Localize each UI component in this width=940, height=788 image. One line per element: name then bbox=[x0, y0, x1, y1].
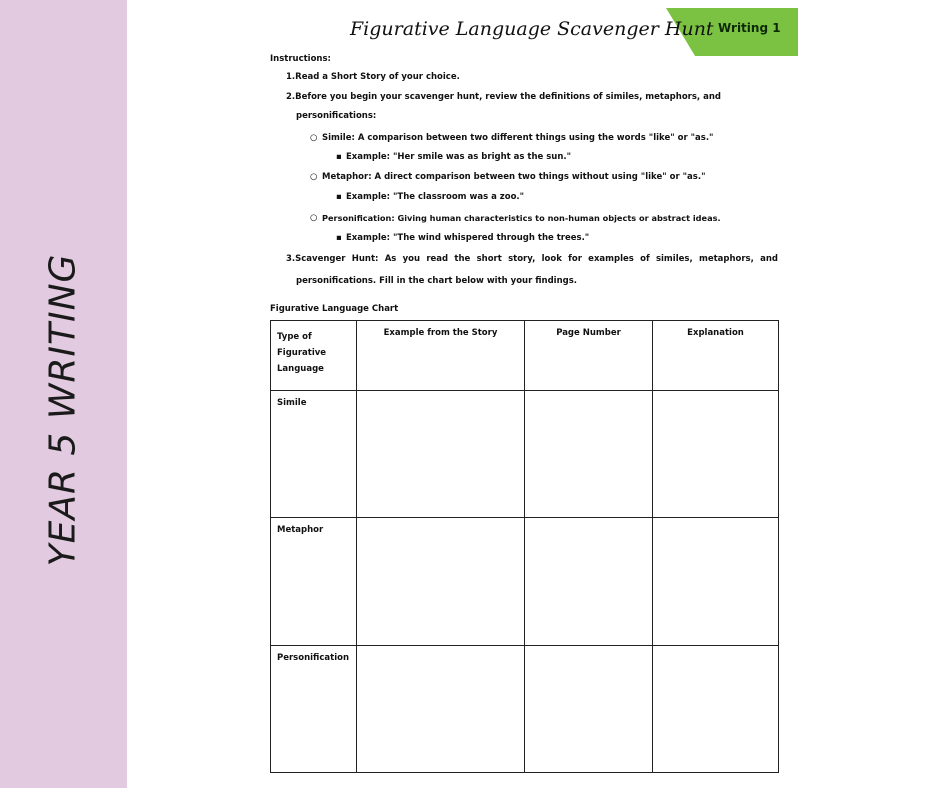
instruction-step-3-line-2: personifications. Fill in the chart below with your findings. bbox=[296, 276, 578, 286]
table-row-metaphor bbox=[271, 518, 779, 646]
metaphor-definition: Metaphor: A direct comparison between two things without using "like" or "as." bbox=[322, 172, 706, 182]
sidebar-panel bbox=[0, 0, 127, 788]
instructions-heading: Instructions: bbox=[270, 54, 331, 64]
table-row-personification bbox=[271, 646, 779, 773]
sidebar-label: YEAR 5 WRITING bbox=[42, 253, 84, 567]
simile-example-cell[interactable] bbox=[357, 391, 525, 518]
personification-bullet-icon: ○ bbox=[310, 213, 318, 223]
header-explanation: Explanation bbox=[653, 321, 779, 391]
instruction-step-1: 1.Read a Short Story of your choice. bbox=[286, 72, 460, 82]
worksheet-title: Figurative Language Scavenger Hunt bbox=[350, 18, 714, 40]
instruction-step-3-line-1: 3.Scavenger Hunt: As you read the short story, look for examples of similes, metaphors, and bbox=[286, 254, 778, 264]
row-label-simile: Simile bbox=[271, 391, 357, 518]
simile-explanation-cell[interactable] bbox=[653, 391, 779, 518]
simile-page-cell[interactable] bbox=[525, 391, 653, 518]
metaphor-example-bullet-icon: ▪ bbox=[336, 192, 342, 202]
figurative-language-chart bbox=[270, 320, 779, 773]
header-page-number: Page Number bbox=[525, 321, 653, 391]
row-label-personification: Personification bbox=[271, 646, 357, 773]
metaphor-bullet-icon: ○ bbox=[310, 172, 318, 182]
personification-example: Example: "The wind whispered through the trees." bbox=[346, 233, 590, 243]
simile-example-bullet-icon: ▪ bbox=[336, 152, 342, 162]
simile-example: Example: "Her smile was as bright as the sun." bbox=[346, 152, 572, 162]
writing-badge-label: Writing 1 bbox=[718, 21, 781, 35]
row-label-metaphor: Metaphor bbox=[271, 518, 357, 646]
header-type-line-2: Figurative bbox=[277, 348, 327, 358]
personification-example-bullet-icon: ▪ bbox=[336, 233, 342, 243]
metaphor-page-cell[interactable] bbox=[525, 518, 653, 646]
personification-page-cell[interactable] bbox=[525, 646, 653, 773]
metaphor-example-cell[interactable] bbox=[357, 518, 525, 646]
personification-example-cell[interactable] bbox=[357, 646, 525, 773]
personification-definition: Personification: Giving human characteristics to non-human objects or abstract ideas. bbox=[322, 213, 721, 223]
metaphor-example: Example: "The classroom was a zoo." bbox=[346, 192, 525, 202]
personification-explanation-cell[interactable] bbox=[653, 646, 779, 773]
chart-title: Figurative Language Chart bbox=[270, 304, 399, 314]
header-type-cell bbox=[271, 321, 357, 391]
metaphor-explanation-cell[interactable] bbox=[653, 518, 779, 646]
instruction-step-2-line-1: 2.Before you begin your scavenger hunt, review the definitions of similes, metaphors, and bbox=[286, 92, 721, 102]
header-type-line-1: Type of bbox=[277, 332, 312, 342]
simile-bullet-icon: ○ bbox=[310, 133, 318, 143]
table-row-simile bbox=[271, 391, 779, 518]
header-type-line-3: Language bbox=[277, 364, 324, 374]
header-example: Example from the Story bbox=[357, 321, 525, 391]
table-header-row bbox=[271, 321, 779, 391]
simile-definition: Simile: A comparison between two different things using the words "like" or "as." bbox=[322, 133, 714, 143]
instruction-step-2-line-2: personifications: bbox=[296, 111, 377, 121]
